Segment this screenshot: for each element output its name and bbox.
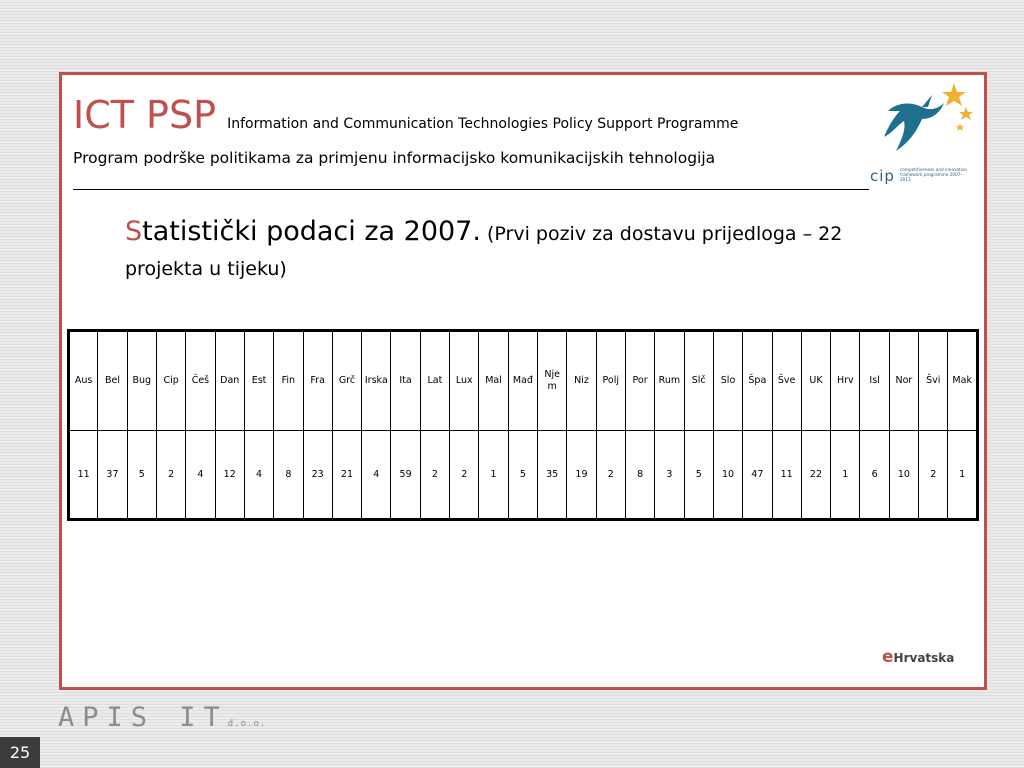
country-header-cell: Lat	[420, 331, 449, 431]
project-count-cell: 59	[391, 431, 420, 520]
project-count-cell: 12	[215, 431, 244, 520]
heading-main: tatistički podaci za 2007.	[142, 216, 481, 247]
project-count-cell: 47	[743, 431, 772, 520]
statistics-heading	[125, 215, 885, 287]
project-count-cell: 10	[889, 431, 918, 520]
project-count-cell: 23	[303, 431, 332, 520]
slide-frame	[59, 72, 987, 690]
project-count-cell: 5	[508, 431, 537, 520]
project-count-cell: 2	[420, 431, 449, 520]
country-header-cell: Niz	[567, 331, 596, 431]
project-count-cell: 1	[831, 431, 860, 520]
project-count-cell: 3	[655, 431, 684, 520]
page-number: 25	[0, 737, 40, 768]
project-count-cell: 5	[127, 431, 156, 520]
project-count-cell: 2	[596, 431, 625, 520]
heading-note: (Prvi poziv za dostavu prijedloga – 22 projekta u tijeku)	[125, 223, 843, 280]
country-header-cell: Aus	[69, 331, 98, 431]
country-header-cell: Irska	[362, 331, 391, 431]
ehrvatska-text: Hrvatska	[893, 651, 955, 665]
project-count-cell: 10	[713, 431, 742, 520]
heading-first-letter: S	[125, 216, 143, 247]
project-count-cell: 19	[567, 431, 596, 520]
country-header-cell: Hrv	[831, 331, 860, 431]
country-header-cell: Fin	[274, 331, 303, 431]
country-header-cell: Češ	[186, 331, 215, 431]
cip-logo-tagline: competitiveness and innovation framework programme 2007–2013	[900, 167, 968, 182]
subtitle-croatian: Program podrške politikama za primjenu informacijsko komunikacijskih tehnologija	[73, 149, 716, 167]
project-count-cell: 1	[948, 431, 978, 520]
country-header-cell: Njem	[538, 331, 567, 431]
apis-logo-text: APIS IT	[58, 702, 228, 733]
country-header-cell: Lux	[450, 331, 479, 431]
country-header-cell: Est	[244, 331, 273, 431]
project-count-cell: 2	[919, 431, 948, 520]
project-count-cell: 2	[450, 431, 479, 520]
country-header-cell: Šve	[772, 331, 801, 431]
country-statistics-table	[67, 329, 979, 521]
country-header-cell: Bug	[127, 331, 156, 431]
country-header-cell: Špa	[743, 331, 772, 431]
country-header-cell: Slo	[713, 331, 742, 431]
title-line	[73, 93, 738, 137]
country-header-cell: Slč	[684, 331, 713, 431]
project-count-cell: 21	[332, 431, 361, 520]
country-header-cell: Nor	[889, 331, 918, 431]
project-count-cell: 4	[362, 431, 391, 520]
project-count-cell: 11	[772, 431, 801, 520]
country-header-cell: Mađ	[508, 331, 537, 431]
apis-it-logo	[58, 702, 266, 733]
project-count-cell: 8	[625, 431, 654, 520]
ehrvatska-logo	[882, 647, 954, 667]
country-header-cell: Mak	[948, 331, 978, 431]
country-header-cell: Cip	[156, 331, 185, 431]
country-header-cell: Polj	[596, 331, 625, 431]
ehrvatska-e-icon: e	[882, 647, 894, 667]
subtitle-english: Information and Communication Technologies Policy Support Programme	[227, 116, 739, 132]
table-value-row	[69, 431, 978, 520]
apis-logo-suffix: d.o.o.	[227, 719, 267, 729]
project-count-cell: 35	[538, 431, 567, 520]
project-count-cell: 8	[274, 431, 303, 520]
project-count-cell: 1	[479, 431, 508, 520]
project-count-cell: 6	[860, 431, 889, 520]
table-header-row	[69, 331, 978, 431]
project-count-cell: 37	[98, 431, 127, 520]
country-header-cell: Grč	[332, 331, 361, 431]
country-header-cell: Bel	[98, 331, 127, 431]
page-title: ICT PSP	[73, 93, 216, 137]
project-count-cell: 4	[186, 431, 215, 520]
country-header-cell: Dan	[215, 331, 244, 431]
title-divider	[73, 189, 869, 190]
project-count-cell: 22	[801, 431, 830, 520]
country-header-cell: Rum	[655, 331, 684, 431]
project-count-cell: 5	[684, 431, 713, 520]
project-count-cell: 2	[156, 431, 185, 520]
country-header-cell: Por	[625, 331, 654, 431]
country-header-cell: Fra	[303, 331, 332, 431]
country-header-cell: Švi	[919, 331, 948, 431]
project-count-cell: 11	[69, 431, 98, 520]
country-header-cell: UK	[801, 331, 830, 431]
project-count-cell: 4	[244, 431, 273, 520]
country-header-cell: Mal	[479, 331, 508, 431]
country-header-cell: Isl	[860, 331, 889, 431]
cip-logo-text: cip	[870, 167, 895, 185]
country-header-cell: Ita	[391, 331, 420, 431]
